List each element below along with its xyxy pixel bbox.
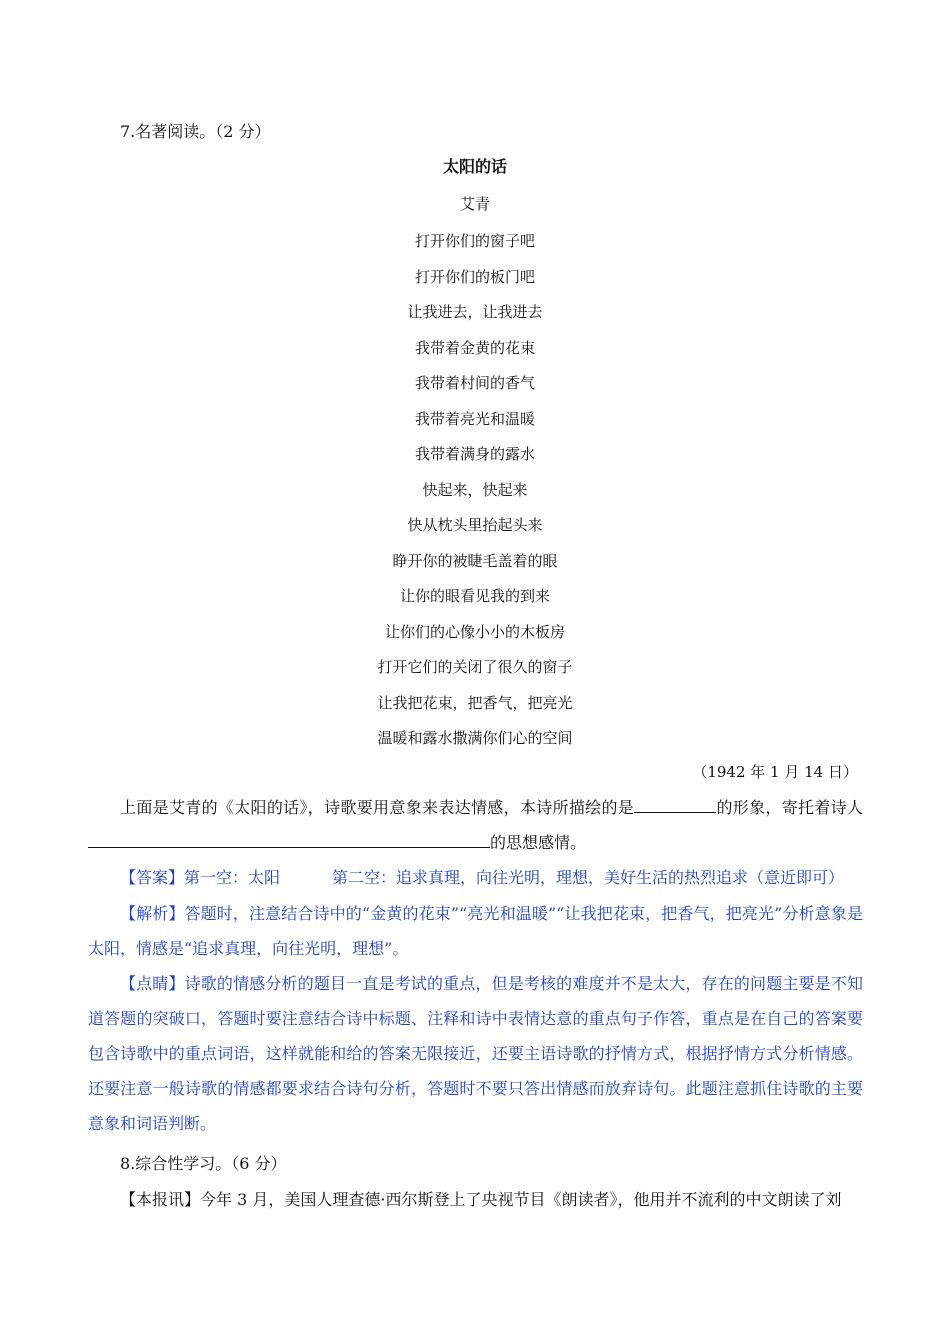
- poem-line: 打开你们的板门吧: [414, 267, 535, 286]
- poem-line: 让我进去，让我进去: [407, 303, 543, 321]
- question-text-part1: 上面是艾青的《太阳的话》，诗歌要用意象来表达情感，本诗所描绘的是: [120, 798, 635, 817]
- question-7-title: 7.名著阅读。（2 分）: [120, 122, 271, 141]
- poem-line: 让我把花束，把香气，把亮光: [377, 693, 573, 712]
- poem-line: 让你们的心像小小的木板房: [384, 622, 565, 641]
- poem-title: 太阳的话: [442, 157, 507, 176]
- answer-block: [88, 860, 863, 895]
- question-8-title: 8.综合性学习。（6 分）: [120, 1154, 287, 1173]
- question-7-prompt: [88, 790, 863, 860]
- question-8-text: [88, 1182, 863, 1217]
- poem-line: 我带着满身的露水: [414, 445, 535, 463]
- poem-line: 打开你们的窗子吧: [414, 232, 535, 250]
- comment-text: 诗歌的情感分析的题目一直是考试的重点，但是考核的难度并不是太大，存在的问题主要是不知道答题的突破口，答题时要注意结合诗中标题、注释和诗中表情达意的重点句子作答，重点是在自己的答案要包含诗歌中的重点词语，这样就能和给的答案无限接近，还要主语诗歌的抒情方式，根据抒情方式分析情感。还要注意一般诗歌的情感都要求结合诗句分析，答题时不要只答出情感而放弃诗句。此题注意抓住诗歌的主要意象和词语判断。: [88, 974, 863, 1133]
- analysis-block: [88, 896, 863, 966]
- answer-blank2-text: 第二空：追求真理，向往光明，理想，美好生活的热烈追求（意近即可）: [332, 868, 845, 887]
- poem: [0, 154, 950, 757]
- poem-line: 快起来，快起来: [422, 480, 528, 499]
- answer-label: 【答案】: [120, 868, 185, 887]
- poem-line: 我带着村间的香气: [414, 374, 535, 392]
- poem-author: 艾青: [459, 195, 490, 213]
- poem-line: 打开它们的关闭了很久的窗子: [377, 658, 573, 676]
- analysis-label: 【解析】: [120, 904, 185, 923]
- analysis-text: 答题时，注意结合诗中的“金黄的花束”“亮光和温暖”“让我把花束，把香气，把亮光”分析意象是太阳，情感是“追求真理，向往光明，理想”。: [88, 904, 863, 958]
- poem-line: 睁开你的被睫毛盖着的眼: [392, 551, 558, 570]
- question-text-part3: 的思想感情。: [490, 833, 587, 852]
- answer-blank1-text: 第一空：太阳: [184, 868, 281, 887]
- poem-line: 让你的眼看见我的到来: [399, 587, 550, 605]
- answer-blank-1: [634, 811, 716, 813]
- poem-line: 我带着金黄的花束: [414, 338, 535, 357]
- news-label: 【本报讯】: [120, 1190, 201, 1209]
- answer-blank-2: [88, 846, 490, 848]
- poem-line: 快从枕头里抬起头来: [407, 516, 543, 534]
- comment-label: 【点睛】: [120, 974, 185, 993]
- poem-date: （1942 年 1 月 14 日）: [692, 763, 858, 781]
- comment-block: [88, 966, 863, 1141]
- news-text: 今年 3 月，美国人理查德·西尔斯登上了央视节目《朗读者》，他用并不流利的中文朗读了刘: [200, 1190, 842, 1209]
- poem-line: 温暖和露水撒满你们心的空间: [377, 729, 573, 747]
- poem-line: 我带着亮光和温暖: [414, 409, 535, 428]
- question-text-part2: 的形象，寄托着诗人: [716, 798, 863, 817]
